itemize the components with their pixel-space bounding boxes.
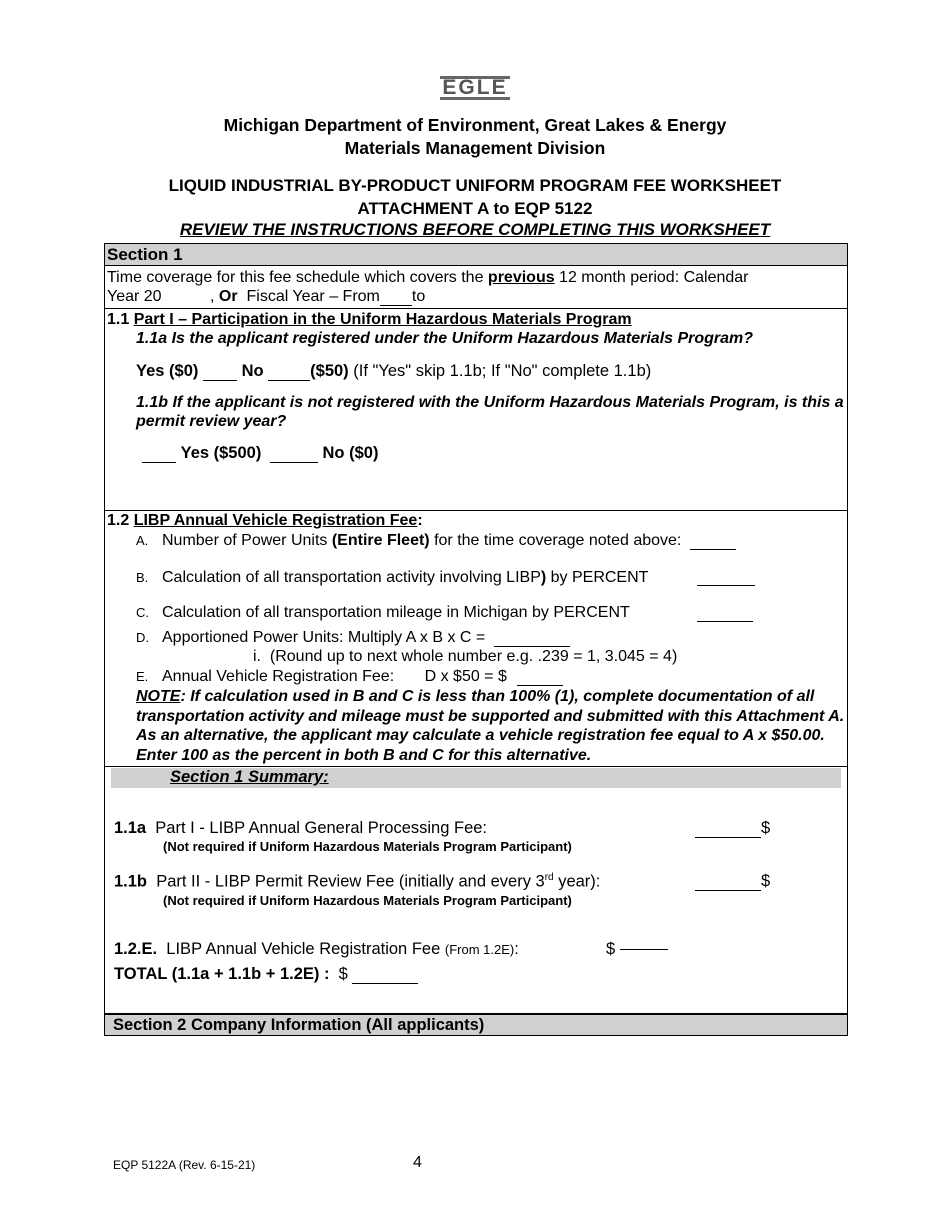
worksheet-title	[0, 174, 950, 220]
page-number: 4	[413, 1154, 422, 1171]
title-line-1: LIQUID INDUSTRIAL BY-PRODUCT UNIFORM PROGRAM FEE WORKSHEET	[168, 176, 782, 195]
activity-percent-field[interactable]	[697, 585, 755, 586]
part-1-heading: 1.1 Part I – Participation in the Uniform Hazardous Materials Program	[107, 311, 632, 328]
summary-row-1-1b-note: (Not required if Uniform Hazardous Materials Program Participant)	[163, 893, 572, 908]
section-2-title: Section 2 Company Information (All applicants)	[113, 1016, 485, 1034]
summary-header	[111, 768, 841, 788]
organization-header	[0, 114, 950, 160]
apportioned-units-field[interactable]	[494, 646, 570, 647]
fee-1-1b-field[interactable]	[695, 890, 761, 891]
note-paragraph: NOTE: If calculation used in B and C is less than 100% (1), complete documentation of all transportation activity and mileage must be supported and submitted with this Attachment A. As an alternative, the applicant may calculate a vehicle registration fee equal to A x $50.00. Enter 100 as the percent in both B and C for this alternative.	[136, 688, 845, 764]
item-b: B. Calculation of all transportation activity involving LIBP) by PERCENT	[136, 569, 649, 586]
q1a-yes-field[interactable]	[203, 380, 237, 381]
registration-fee-field[interactable]	[517, 685, 563, 686]
division-name: Materials Management Division	[344, 138, 606, 158]
total-row: TOTAL (1.1a + 1.1b + 1.2E) : $	[114, 965, 418, 984]
section-1-header	[104, 243, 848, 266]
item-c: C. Calculation of all transportation mileage in Michigan by PERCENT	[136, 604, 630, 621]
question-1-1a: 1.1a Is the applicant registered under the Uniform Hazardous Materials Program?	[136, 330, 754, 347]
time-coverage-box: Time coverage for this fee schedule which covers the previous 12 month period: Calendar Year 20 , Or Fiscal Year – From to	[104, 265, 848, 309]
fiscal-from-field[interactable]	[380, 305, 412, 306]
section-1-title: Section 1	[107, 245, 183, 264]
total-field[interactable]	[352, 983, 418, 984]
org-name: Michigan Department of Environment, Great Lakes & Energy	[223, 115, 727, 135]
q1a-no-field[interactable]	[268, 380, 310, 381]
summary-row-1-1b: 1.1b Part II - LIBP Permit Review Fee (initially and every 3rd year):	[114, 872, 601, 891]
fee-1-1a-field[interactable]	[695, 837, 761, 838]
egle-logo	[0, 76, 950, 100]
item-d-i: i. (Round up to next whole number e.g. .239 = 1, 3.045 = 4)	[253, 648, 678, 665]
item-e: E. Annual Vehicle Registration Fee: D x $50 = $	[136, 668, 563, 686]
power-units-field[interactable]	[690, 549, 736, 550]
summary-row-1-1a-note: (Not required if Uniform Hazardous Materials Program Participant)	[163, 839, 572, 854]
item-a: A. Number of Power Units (Entire Fleet) for the time coverage noted above:	[136, 532, 736, 550]
answer-1-1a: Yes ($0) No ($50) (If "Yes" skip 1.1b; If "No" complete 1.1b)	[136, 362, 652, 380]
review-notice: REVIEW THE INSTRUCTIONS BEFORE COMPLETING THIS WORKSHEET	[179, 220, 771, 239]
form-id: EQP 5122A (Rev. 6-15-21)	[113, 1158, 256, 1172]
section-2-header	[104, 1014, 848, 1036]
item-d: D. Apportioned Power Units: Multiply A x B x C =	[136, 629, 570, 647]
summary-title: Section 1 Summary:	[170, 768, 329, 786]
question-1-1b: 1.1b If the applicant is not registered with the Uniform Hazardous Materials Program, is this a permit review year?	[136, 394, 844, 430]
mileage-percent-field[interactable]	[697, 621, 753, 622]
answer-1-1b: Yes ($500) No ($0)	[142, 444, 378, 463]
summary-row-1-2e: 1.2.E. LIBP Annual Vehicle Registration Fee (From 1.2E):	[114, 940, 519, 958]
fee-1-2e-field[interactable]	[620, 949, 668, 950]
part-2-box	[104, 511, 848, 767]
title-line-2: ATTACHMENT A to EQP 5122	[357, 199, 593, 218]
logo-text: EGLE	[442, 76, 508, 99]
part-2-heading: 1.2 LIBP Annual Vehicle Registration Fee:	[107, 512, 423, 529]
summary-row-1-1a: 1.1a Part I - LIBP Annual General Processing Fee:	[114, 819, 488, 837]
summary-box: Section 1 Summary: 1.1a Part I - LIBP Annual General Processing Fee: (Not required if Uniform Hazardous Materials Program Participant) $ 1.1b Part II - LIBP Permit Review Fee (initially and every 3rd year): (Not required if Uniform Hazardous Materials Program Participant) $ 1.2.E. LIBP Annual Vehicle Registration Fee (From 1.2E): $ TOTAL (1.1a + 1.1b + 1.2E) : $	[104, 767, 848, 1014]
q1b-no-field[interactable]	[270, 462, 318, 463]
q1b-yes-field[interactable]	[142, 462, 176, 463]
part-1-box	[104, 309, 848, 511]
